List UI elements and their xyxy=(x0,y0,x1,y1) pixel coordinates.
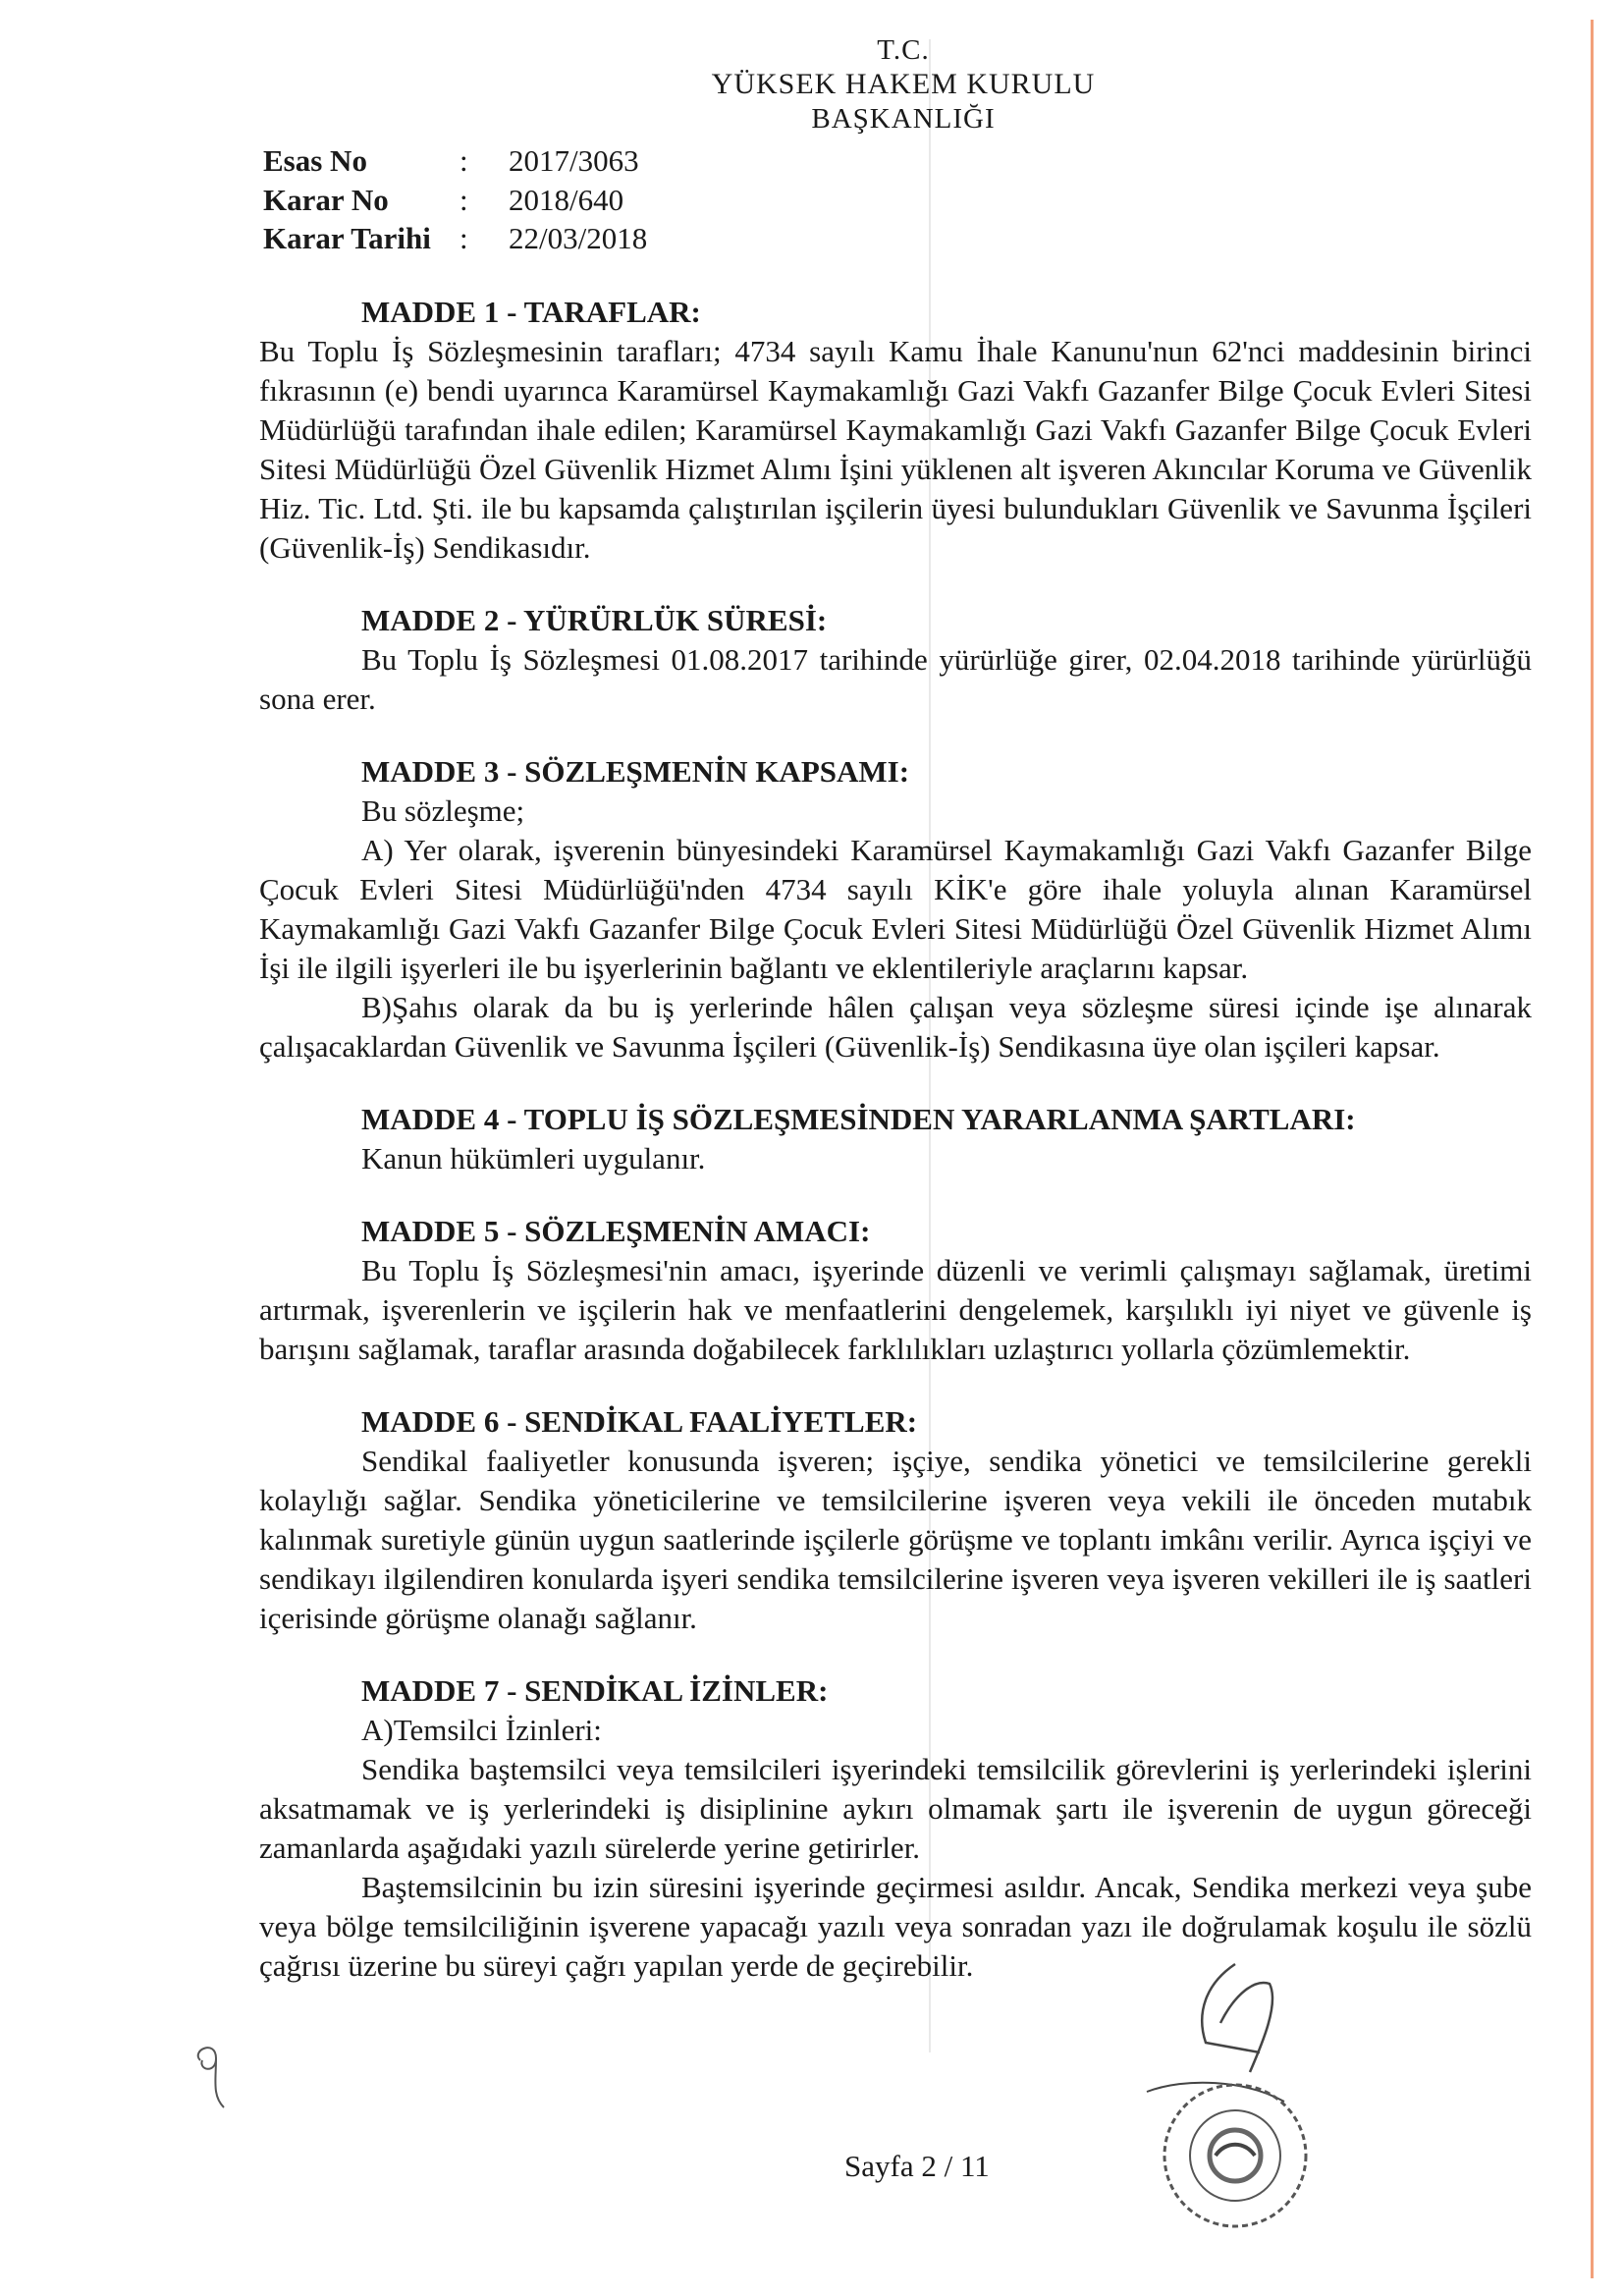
meta-row xyxy=(263,183,647,222)
article-paragraph: B)Şahıs olarak da bu iş yerlerinde hâlen çalışan veya sözleşme süresi içinde işe alınarak çalışacaklardan Güvenlik ve Savunma İşçileri (Güvenlik-İş) Sendikasına üye olan işçileri kapsar. xyxy=(259,990,1532,1064)
article-title: MADDE 2 - YÜRÜRLÜK SÜRESİ: xyxy=(361,603,828,637)
article-title: MADDE 3 - SÖZLEŞMENİN KAPSAMI: xyxy=(361,754,910,789)
article-title: MADDE 7 - SENDİKAL İZİNLER: xyxy=(361,1673,829,1708)
article-paragraph: A)Temsilci İzinleri: xyxy=(361,1713,602,1747)
meta-separator: : xyxy=(460,221,468,256)
article-title: MADDE 6 - SENDİKAL FAALİYETLER: xyxy=(361,1404,918,1439)
article-paragraph: Bu Toplu İş Sözleşmesinin tarafları; 4734 sayılı Kamu İhale Kanunu'nun 62'nci maddesinin birinci fıkrasının (e) bendi uyarınca Karamürsel Kaymakamlığı Gazi Vakfı Gazanfer Bilge Çocuk Evleri Sitesi Müdürlüğü tarafından ihale edilen; Karamürsel Kaymakamlığı Gazi Vakfı Gazanfer Bilge Çocuk Evleri Sitesi Müdürlüğü Özel Güvenlik Hizmet Alımı İşini yüklenen alt işveren Akıncılar Koruma ve Güvenlik Hiz. Tic. Ltd. Şti. ile bu kapsamda çalıştırılan işçilerin üyesi bulundukları Güvenlik ve Savunma İşçileri (Güvenlik-İş) Sendikasıdır. xyxy=(259,334,1532,565)
article-section xyxy=(259,1212,1532,1369)
article-section xyxy=(259,1402,1532,1638)
case-meta-table xyxy=(263,143,647,260)
meta-label: Karar Tarihi xyxy=(263,221,431,256)
article-paragraph: Bu Toplu İş Sözleşmesi 01.08.2017 tarihinde yürürlüğe girer, 02.04.2018 tarihinde yürürlüğü sona erer. xyxy=(259,642,1532,716)
article-paragraph: Bu sözleşme; xyxy=(361,793,525,828)
document-body xyxy=(259,293,1532,2019)
article-paragraph: Sendikal faaliyetler konusunda işveren; işçiye, sendika yönetici ve temsilcilerine gerekli kolaylığı sağlar. Sendika yöneticilerine ve temsilcilerine işveren veya vekili ile önceden mutabık kalınmak suretiyle günün uygun saatlerinde işçilerle görüşme ve toplantı imkânı verilir. Ayrıca işçiyi ve sendikayı ilgilendiren konularda işyeri sendika temsilcilerine işveren veya işveren vekilleri ile iş saatleri içerisinde görüşme olanağı sağlanır. xyxy=(259,1444,1532,1635)
meta-value: 2018/640 xyxy=(509,182,624,217)
article-paragraph: Baştemsilcinin bu izin süresini işyerinde geçirmesi asıldır. Ancak, Sendika merkezi veya şube veya bölge temsilciliğinin işverene yapacağı yazılı veya sonradan yazı ile doğrulamak koşulu ile sözlü çağrısı üzerine bu süreyi çağrı yapılan yerde de geçirebilir. xyxy=(259,1870,1532,1983)
page-number: Sayfa 2 / 11 xyxy=(844,2149,990,2183)
meta-value: 22/03/2018 xyxy=(509,221,648,256)
meta-label: Karar No xyxy=(263,182,389,217)
official-seal-and-signature xyxy=(1088,1944,1343,2239)
meta-value: 2017/3063 xyxy=(509,143,639,178)
article-section xyxy=(259,1671,1532,1986)
meta-row xyxy=(263,143,647,183)
article-paragraph: Kanun hükümleri uygulanır. xyxy=(361,1141,706,1175)
article-title: MADDE 4 - TOPLU İŞ SÖZLEŞMESİNDEN YARARLANMA ŞARTLARI: xyxy=(361,1102,1356,1136)
document-header xyxy=(628,33,1178,136)
page-edge-line xyxy=(1591,20,1594,2278)
header-country: T.C. xyxy=(877,34,930,66)
article-title: MADDE 5 - SÖZLEŞMENİN AMACI: xyxy=(361,1214,871,1248)
article-paragraph: A) Yer olarak, işverenin bünyesindeki Karamürsel Kaymakamlığı Gazi Vakfı Gazanfer Bilge Çocuk Evleri Sitesi Müdürlüğü'nden 4734 sayılı KİK'e göre ihale yoluyla alınan Karamürsel Kaymakamlığı Gazi Vakfı Gazanfer Bilge Çocuk Evleri Sitesi Müdürlüğü Özel Güvenlik Hizmet Alımı İşi ile ilgili işyerleri ile bu işyerlerinin bağlantı ve eklentileriyle araçlarını kapsar. xyxy=(259,833,1532,985)
meta-row xyxy=(263,221,647,260)
meta-separator: : xyxy=(460,143,468,178)
article-paragraph: Sendika baştemsilci veya temsilcileri işyerindeki temsilcilik görevlerini iş yerlerindeki işlerini aksatmamak ve iş yerlerindeki iş disiplinine aykırı olmamak şartı ile işverenin de uygun göreceği zamanlarda aşağıdaki yazılı sürelerde yerine getirirler. xyxy=(259,1752,1532,1865)
article-section xyxy=(259,293,1532,568)
article-section xyxy=(259,601,1532,719)
meta-label: Esas No xyxy=(263,143,367,178)
meta-separator: : xyxy=(460,182,468,217)
margin-initial-mark xyxy=(187,2031,255,2119)
article-section xyxy=(259,752,1532,1066)
article-paragraph: Bu Toplu İş Sözleşmesi'nin amacı, işyerinde düzenli ve verimli çalışmayı sağlamak, üretimi artırmak, işverenlerin ve işçilerin hak ve menfaatlerini dengelemek, karşılıklı iyi niyet ve güvenle iş barışını sağlamak, taraflar arasında doğabilecek farklılıkları uzlaştırıcı yollarla çözümlemektir. xyxy=(259,1253,1532,1366)
article-section xyxy=(259,1100,1532,1178)
article-title: MADDE 1 - TARAFLAR: xyxy=(361,295,701,329)
header-authority: YÜKSEK HAKEM KURULU xyxy=(711,68,1096,101)
header-office: BAŞKANLIĞI xyxy=(811,102,996,135)
